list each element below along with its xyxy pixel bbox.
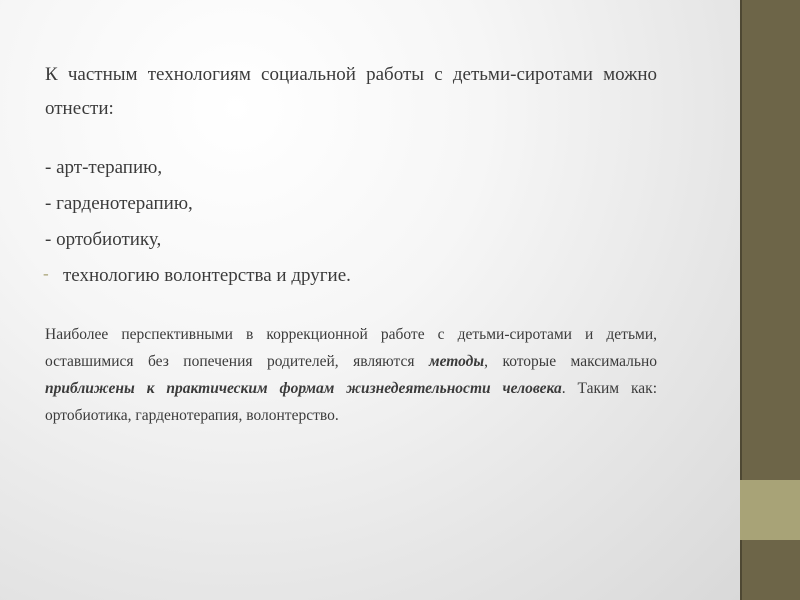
list-item-label: технологию волонтерства и другие. <box>63 265 351 286</box>
paragraph-text: , которые максимально <box>484 353 658 370</box>
slide-content <box>45 58 657 429</box>
emphasis-text: приближены к практическим формам жизнедеятельности человека <box>45 380 562 397</box>
summary-paragraph <box>45 321 657 429</box>
paragraph-text: . Таким как: ортобиотика, гарденотерапия, волонтерство. <box>45 380 658 424</box>
technology-list <box>45 150 657 294</box>
emphasis-text: методы <box>428 353 485 370</box>
list-item: - арт-терапию, <box>45 157 163 178</box>
sidebar-accent-block <box>740 480 800 540</box>
list-item: - гарденотерапию, <box>45 193 193 214</box>
intro-text: К частным технологиям социальной работы с детьми-сиротами можно отнести: <box>45 64 657 119</box>
paragraph-text: Наиболее перспективными в коррекционной работе с детьми-сиротами и детьми, оставшимися без попечения родителей, являются <box>45 326 657 370</box>
list-item <box>45 258 657 294</box>
bullet-icon: - <box>43 264 49 283</box>
list-item: - ортобиотику, <box>45 229 162 250</box>
